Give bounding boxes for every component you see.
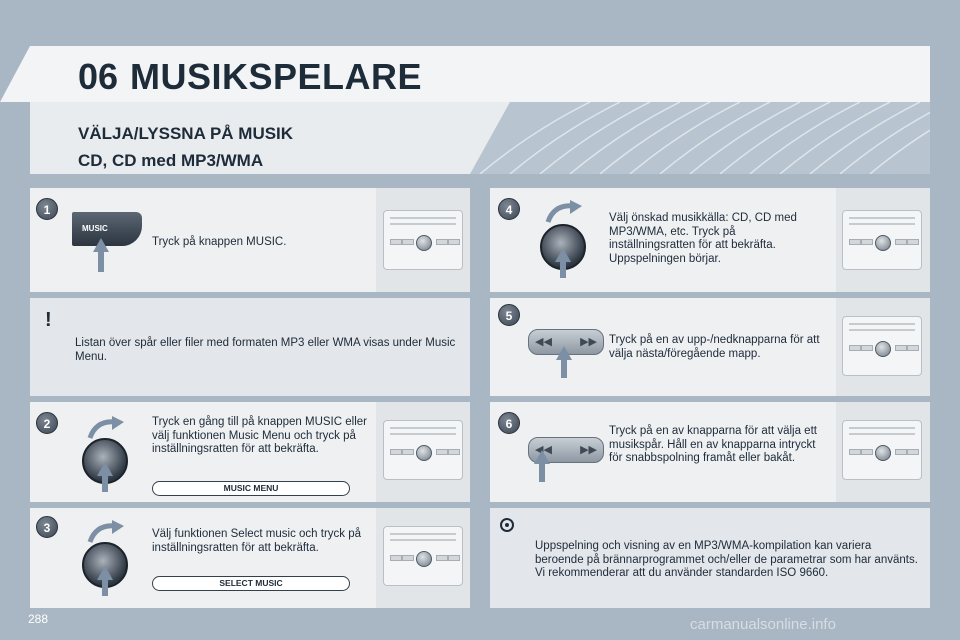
navigation-pad-icon: ◀◀ ▶▶ (528, 437, 604, 463)
step-2-text: Tryck en gång till på knappen MUSIC eller välj funktionen Music Menu och tryck på inställningsratten för att bekräfta. (152, 416, 367, 455)
tip-icon (500, 518, 514, 532)
step-4-number: 4 (498, 198, 520, 220)
chapter-title: MUSIKSPELARE (130, 56, 423, 97)
page-number: 288 (28, 612, 49, 626)
navigation-pad-icon: ◀◀ ▶▶ (528, 329, 604, 355)
decorative-lines (470, 102, 930, 174)
arrow-stem (539, 462, 545, 482)
step-2-number: 2 (36, 412, 58, 434)
tip-text: Uppspelning och visning av en MP3/WMA-kompilation kan variera beroende på brännarprogrammet och/eller de parametrar som har använts. Vi rekommenderar att du använder standarden ISO 9660. (535, 540, 918, 579)
rotate-arrow-icon (544, 198, 584, 226)
radio-device-icon (842, 316, 922, 376)
arrow-stem (102, 474, 108, 492)
radio-device-icon (383, 420, 463, 480)
warning-icon: ! (45, 309, 52, 331)
radio-device-icon (383, 526, 463, 586)
music-key-icon: MUSIC (72, 212, 142, 246)
step-6-number: 6 (498, 412, 520, 434)
section-title-line1: VÄLJA/LYSSNA PÅ MUSIK (78, 124, 294, 143)
music-menu-pill: MUSIC MENU (152, 481, 350, 496)
radio-device-icon (842, 420, 922, 480)
section-title (78, 120, 293, 174)
radio-device-icon (383, 210, 463, 270)
arrow-stem (102, 578, 108, 596)
arrow-stem (561, 358, 567, 378)
step-5-number: 5 (498, 304, 520, 326)
radio-device-icon (842, 210, 922, 270)
section-title-line2: CD, CD med MP3/WMA (78, 151, 264, 170)
step-4-text: Välj önskad musikkälla: CD, CD med MP3/WMA, etc. Tryck på inställningsratten för att bekräfta. Uppspelningen börjar. (609, 212, 797, 265)
note-text: Listan över spår eller filer med formaten MP3 eller WMA visas under Music Menu. (75, 337, 456, 363)
step-3-number: 3 (36, 516, 58, 538)
select-music-pill: SELECT MUSIC (152, 576, 350, 591)
step-3-text: Välj funktionen Select music och tryck på inställningsratten för att bekräfta. (152, 528, 362, 554)
watermark: carmanualsonline.info (690, 616, 836, 633)
step-5-text: Tryck på en av upp-/nedknapparna för att välja nästa/föregående mapp. (609, 334, 820, 360)
step-1-number: 1 (36, 198, 58, 220)
arrow-stem (98, 250, 104, 272)
chapter-number: 06 (78, 56, 119, 97)
arrow-stem (560, 260, 566, 278)
step-6-text: Tryck på en av knapparna för att välja ett musikspår. Håll en av knapparna intryckt för snabbspolning framåt eller bakåt. (609, 425, 817, 464)
step-1-text: Tryck på knappen MUSIC. (152, 236, 287, 248)
